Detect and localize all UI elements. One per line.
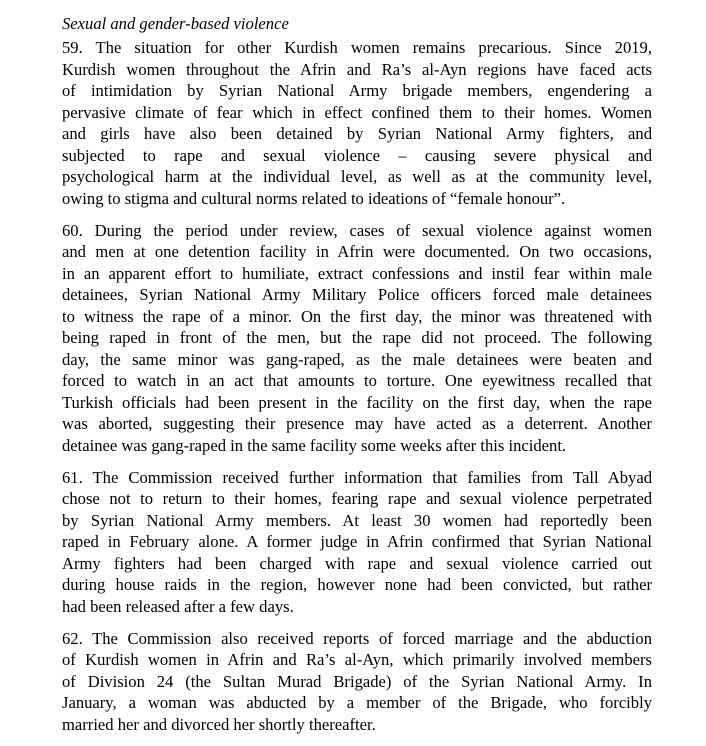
paragraph-61	[62, 467, 652, 618]
paragraph-line: pervasive climate of fear which in effect confined them to their homes. Women	[62, 102, 652, 122]
paragraph-line: detainee was gang-raped in the same facility some weeks after this incident.	[62, 435, 567, 455]
paragraph-line: to witness the rape of a minor. On the first day, the minor was threatened with	[62, 306, 652, 326]
paragraph-line: Army fighters had been charged with rape and sexual violence carried out	[62, 553, 652, 573]
paragraph-line: subjected to rape and sexual violence – causing severe physical and	[62, 145, 652, 165]
paragraph-60	[62, 220, 652, 457]
paragraph-line: of intimidation by Syrian National Army brigade members, engendering a	[62, 81, 652, 100]
paragraph-line: 60. During the period under review, cases of sexual violence against women	[62, 220, 652, 240]
paragraph-line: 62. The Commission also received reports of forced marriage and the abduction	[62, 628, 652, 648]
paragraph-line: day, the same minor was gang-raped, as the male detainees were beaten and	[62, 349, 652, 369]
paragraph-line: owing to stigma and cultural norms related to ideations of “female honour”.	[62, 188, 566, 208]
paragraph-line: in an apparent effort to humiliate, extract confessions and instil fear within male	[62, 263, 652, 283]
paragraph-line: and men at one detention facility in Afrin were documented. On two occasions,	[62, 242, 652, 261]
paragraph-line: Turkish officials had been present in the facility on the first day, when the rape	[62, 392, 652, 412]
paragraph-line: of Kurdish women in Afrin and Ra’s al-Ayn, which primarily involved members	[62, 650, 652, 669]
paragraph-line: psychological harm at the individual level, as well as at the community level,	[62, 167, 652, 186]
paragraph-line: detainees, Syrian National Army Military Police officers forced male detainees	[62, 285, 652, 304]
paragraph-line: had been released after a few days.	[62, 596, 294, 616]
paragraph-line: and girls have also been detained by Syrian National Army fighters, and	[62, 124, 652, 143]
section-heading: Sexual and gender-based violence	[62, 14, 289, 33]
paragraph-line: January, a woman was abducted by a member of the Brigade, who forcibly	[62, 693, 652, 712]
paragraph-line: 59. The situation for other Kurdish women remains precarious. Since 2019,	[62, 38, 652, 57]
paragraph-line: during house raids in the region, however none had been convicted, but rather	[62, 575, 652, 594]
paragraph-line: Kurdish women throughout the Afrin and Ra’s al-Ayn regions have faced acts	[62, 59, 652, 79]
paragraph-line: being raped in front of the men, but the rape did not proceed. The following	[62, 328, 652, 347]
paragraph-line: by Syrian National Army members. At least 30 women had reportedly been	[62, 510, 652, 530]
paragraph-59	[62, 37, 652, 209]
paragraph-62	[62, 628, 652, 736]
paragraph-line: raped in February alone. A former judge in Afrin confirmed that Syrian National	[62, 532, 652, 551]
paragraph-line: of Division 24 (the Sultan Murad Brigade) of the Syrian National Army. In	[62, 671, 652, 691]
paragraph-line: chose not to return to their homes, fearing rape and sexual violence perpetrated	[62, 489, 652, 508]
document-page	[62, 13, 652, 746]
paragraph-line: was aborted, suggesting their presence may have acted as a deterrent. Another	[62, 414, 652, 433]
paragraph-line: 61. The Commission received further information that families from Tall Abyad	[62, 467, 652, 487]
paragraph-line: married her and divorced her shortly thereafter.	[62, 714, 376, 734]
paragraph-list	[62, 37, 652, 735]
paragraph-line: forced to watch in an act that amounts to torture. One eyewitness recalled that	[62, 371, 652, 390]
